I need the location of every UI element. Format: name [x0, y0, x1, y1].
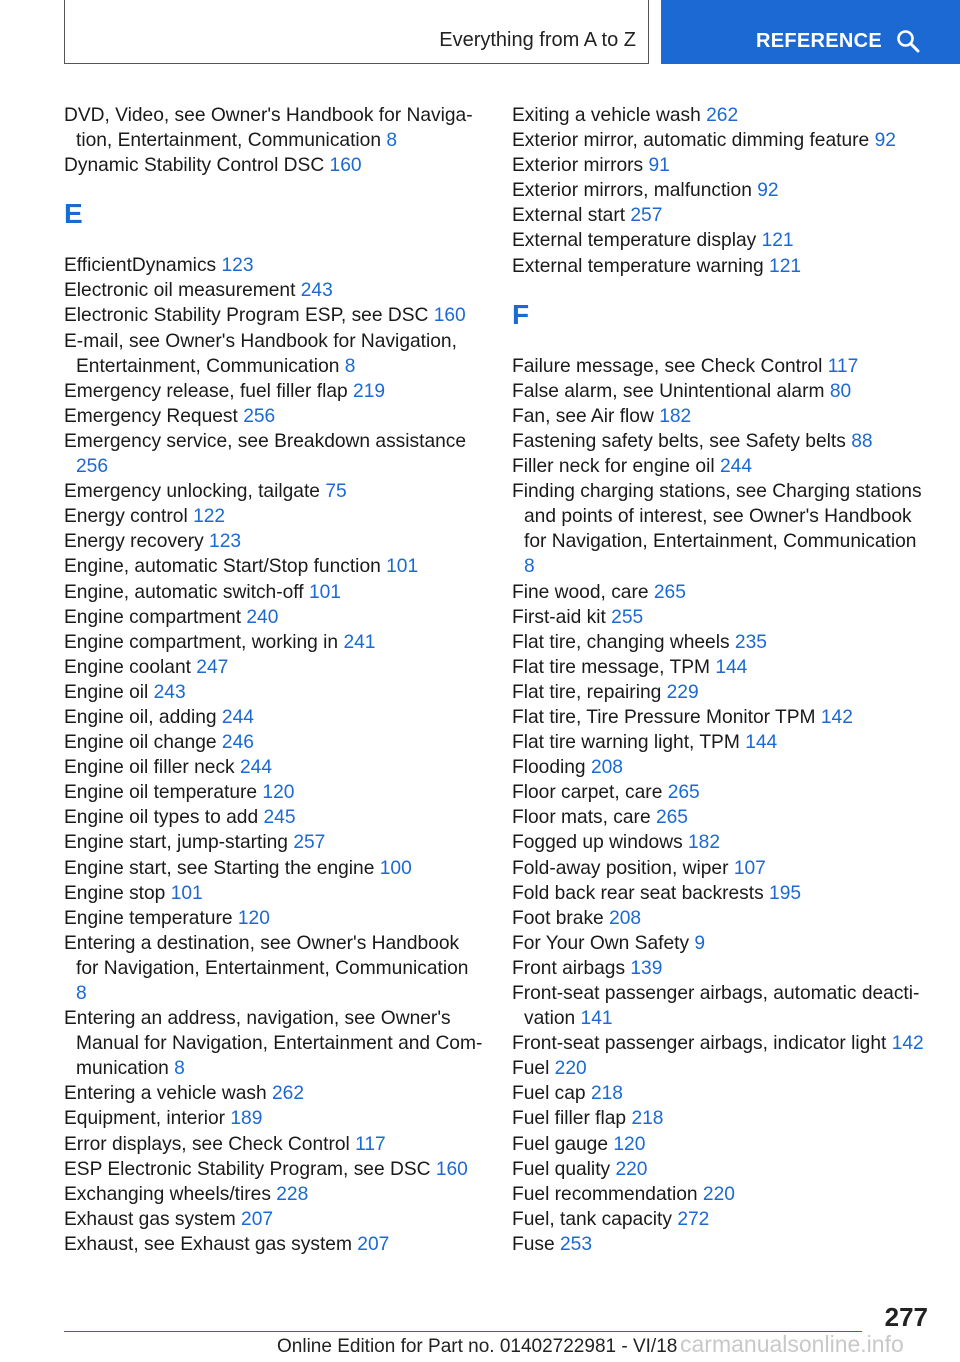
- index-entry-text: Exterior mirror, automatic dimming feature: [512, 130, 870, 152]
- index-entry-text: EfficientDynamics: [64, 255, 217, 277]
- page-reference-link[interactable]: 123: [221, 255, 254, 277]
- index-entry: [64, 1157, 484, 1182]
- index-entry-text: Engine stop: [64, 882, 166, 904]
- index-entry: [64, 379, 484, 404]
- index-entry-text: Dynamic Stability Control DSC: [64, 155, 325, 177]
- page-reference-link[interactable]: 256: [243, 405, 276, 427]
- page-reference-link[interactable]: 8: [344, 355, 356, 377]
- reference-tab-label: REFERENCE: [756, 30, 883, 52]
- index-entry-text: ESP Electronic Stability Program, see DSC: [64, 1158, 431, 1180]
- index-entry-text: Flat tire, changing wheels: [512, 631, 730, 653]
- header-section-box: [64, 0, 649, 64]
- index-entry: [512, 1182, 932, 1207]
- index-entry-text: Floor carpet, care: [512, 782, 663, 804]
- index-entry: [64, 1232, 484, 1257]
- index-entry: [512, 931, 932, 956]
- index-entry-text: Front-seat passenger airbags, indicator light: [512, 1033, 887, 1055]
- index-letter-heading: F: [512, 298, 530, 330]
- index-entry-text: Flat tire warning light, TPM: [512, 732, 740, 754]
- index-entry: [64, 931, 484, 1006]
- index-entry: [64, 1132, 484, 1157]
- page-reference-link[interactable]: 88: [851, 430, 873, 452]
- page-reference-link[interactable]: 139: [630, 957, 663, 979]
- index-entry-text: Fold-away position, wiper: [512, 857, 729, 879]
- index-entry: [512, 680, 932, 705]
- index-entry-text: Exterior mirrors: [512, 155, 644, 177]
- index-entry-text: Fogged up windows: [512, 832, 683, 854]
- index-entry: [64, 605, 484, 630]
- page-reference-link[interactable]: 220: [702, 1183, 735, 1205]
- index-entry-text: Fuel quality: [512, 1158, 611, 1180]
- index-entry: [64, 404, 484, 429]
- index-entry-text: Entering a vehicle wash: [64, 1083, 267, 1105]
- page-reference-link[interactable]: 244: [719, 456, 752, 478]
- index-entry: [64, 1182, 484, 1207]
- page-reference-link[interactable]: 208: [590, 757, 623, 779]
- index-entry: [64, 1006, 484, 1081]
- index-entry: [512, 404, 932, 429]
- index-entry-text: Fuel cap: [512, 1083, 586, 1105]
- page-reference-link[interactable]: 160: [329, 155, 362, 177]
- index-entry: [64, 504, 484, 529]
- index-entry: [64, 479, 484, 504]
- page-reference-link[interactable]: 117: [355, 1133, 386, 1155]
- index-entry-text: Exchanging wheels/tires: [64, 1183, 271, 1205]
- index-entry: [512, 755, 932, 780]
- index-entry: [512, 1157, 932, 1182]
- index-entry-text: Exhaust, see Exhaust gas system: [64, 1233, 352, 1255]
- index-entry: [512, 1232, 932, 1257]
- index-entry-text: Engine compartment, working in: [64, 631, 339, 653]
- index-entry-text: Filler neck for engine oil: [512, 456, 715, 478]
- index-entry: [512, 178, 932, 203]
- page-reference-link[interactable]: 207: [357, 1233, 390, 1255]
- index-entry-text: Exhaust gas system: [64, 1208, 236, 1230]
- index-entry: [512, 1207, 932, 1232]
- page-reference-link[interactable]: 220: [554, 1058, 587, 1080]
- index-entry-text: Engine oil, adding: [64, 706, 217, 728]
- index-entry-text: Emergency service, see Breakdown assistance: [64, 430, 467, 452]
- index-entry-text: Fuel filler flap: [512, 1108, 627, 1130]
- index-entry-text: Fuse: [512, 1233, 555, 1255]
- page-reference-link[interactable]: 262: [272, 1083, 305, 1105]
- index-entry-text: Exterior mirrors, malfunction: [512, 180, 752, 202]
- index-entry: [64, 1081, 484, 1106]
- page-reference-link[interactable]: 123: [209, 531, 242, 553]
- page-reference-link[interactable]: 122: [193, 506, 226, 528]
- index-entry: [64, 630, 484, 655]
- index-entry-text: Fuel: [512, 1058, 550, 1080]
- index-entry-text: Engine, automatic switch-off: [64, 581, 304, 603]
- page-reference-link[interactable]: 229: [666, 681, 699, 703]
- index-entry-text: Entering a destination, see Owner's Handbook for Navigation, Entertainment, Communication: [64, 932, 469, 979]
- index-column-right: [512, 103, 932, 1257]
- index-entry: [512, 103, 932, 128]
- index-entry-text: Energy recovery: [64, 531, 204, 553]
- page-reference-link[interactable]: 142: [891, 1033, 924, 1055]
- index-entry: [64, 730, 484, 755]
- reference-tab[interactable]: [661, 0, 960, 64]
- index-entry-text: Fuel gauge: [512, 1133, 609, 1155]
- index-entry-text: Emergency unlocking, tailgate: [64, 481, 320, 503]
- index-entry: [512, 354, 932, 379]
- index-entry: [512, 1106, 932, 1131]
- page-reference-link[interactable]: 262: [706, 105, 739, 126]
- page-reference-link[interactable]: 241: [343, 631, 376, 653]
- index-letter-heading: E: [64, 198, 83, 230]
- index-entry-text: Equipment, interior: [64, 1108, 226, 1130]
- page-reference-link[interactable]: 257: [630, 205, 663, 227]
- search-icon[interactable]: [896, 29, 920, 53]
- index-entry: [512, 479, 932, 579]
- index-entry-text: Engine coolant: [64, 656, 191, 678]
- index-entry: [512, 655, 932, 680]
- index-entry: [512, 705, 932, 730]
- page-reference-link[interactable]: 243: [300, 280, 333, 302]
- index-entry-text: E-mail, see Owner's Handbook for Navigation, Entertainment, Communication: [64, 330, 457, 377]
- index-entry: [64, 705, 484, 730]
- index-entry-text: Exiting a vehicle wash: [512, 105, 701, 126]
- page-reference-link[interactable]: 240: [246, 606, 279, 628]
- index-entry-text: Engine start, see Starting the engine: [64, 857, 375, 879]
- page-reference-link[interactable]: 208: [609, 907, 642, 929]
- page-reference-link[interactable]: 9: [694, 932, 706, 954]
- page-reference-link[interactable]: 246: [221, 732, 254, 754]
- index-entry-text: Fuel recommendation: [512, 1183, 698, 1205]
- page-reference-link[interactable]: 75: [325, 481, 347, 503]
- page-reference-link[interactable]: 195: [769, 882, 802, 904]
- index-entry-text: Engine temperature: [64, 907, 233, 929]
- edition-text: Online Edition for Part no. 01402722981 - VI/18: [277, 1336, 678, 1357]
- index-entry-text: Floor mats, care: [512, 807, 651, 829]
- index-entry: [512, 981, 932, 1031]
- index-entry-text: Emergency release, fuel filler flap: [64, 380, 348, 402]
- index-entry-text: External temperature display: [512, 230, 757, 252]
- page-reference-link[interactable]: 218: [631, 1108, 664, 1130]
- page-reference-link[interactable]: 272: [677, 1208, 710, 1230]
- page-reference-link[interactable]: 235: [734, 631, 767, 653]
- index-entry: [512, 379, 932, 404]
- index-entry-text: Electronic oil measurement: [64, 280, 296, 302]
- page-reference-link[interactable]: 121: [769, 255, 802, 277]
- index-entry: [64, 805, 484, 830]
- index-entry: [512, 1056, 932, 1081]
- index-entry-text: Front airbags: [512, 957, 626, 979]
- page-reference-link[interactable]: 100: [379, 857, 412, 879]
- page-reference-link[interactable]: 117: [827, 355, 859, 377]
- page-reference-link[interactable]: 120: [262, 782, 295, 804]
- index-entry-text: First-aid kit: [512, 606, 606, 628]
- index-entry-text: Foot brake: [512, 907, 604, 929]
- page-reference-link[interactable]: 142: [820, 706, 853, 728]
- page-reference-link[interactable]: 120: [613, 1133, 646, 1155]
- page-reference-link[interactable]: 207: [241, 1208, 274, 1230]
- index-entry: [64, 278, 484, 303]
- page-reference-link[interactable]: 220: [615, 1158, 648, 1180]
- page-reference-link[interactable]: 182: [688, 832, 721, 854]
- index-entry-text: Front-seat passenger airbags, automatic deactivation: [512, 983, 920, 1030]
- index-entry-text: For Your Own Safety: [512, 932, 690, 954]
- page-reference-link[interactable]: 265: [655, 807, 688, 829]
- index-entry: [512, 906, 932, 931]
- page-reference-link[interactable]: 244: [221, 706, 254, 728]
- index-entry-text: Engine oil temperature: [64, 782, 258, 804]
- page-reference-link[interactable]: 101: [170, 882, 203, 904]
- index-entry: [64, 655, 484, 680]
- section-title: Everything from A to Z: [439, 29, 636, 51]
- page-number: 277: [884, 1302, 928, 1332]
- index-entry: [512, 780, 932, 805]
- page-reference-link[interactable]: 91: [648, 155, 670, 177]
- index-entry-text: External temperature warning: [512, 255, 764, 277]
- index-entry-text: Error displays, see Check Control: [64, 1133, 350, 1155]
- index-entry: [64, 554, 484, 579]
- index-entry-text: Engine oil change: [64, 732, 217, 754]
- index-entry-text: External start: [512, 205, 626, 227]
- page-reference-link[interactable]: 182: [659, 405, 692, 427]
- page-reference-link[interactable]: 228: [276, 1183, 309, 1205]
- index-entry-text: Energy control: [64, 506, 188, 528]
- index-entry: [512, 153, 932, 178]
- index-entry: [64, 881, 484, 906]
- index-entry-text: Engine oil: [64, 681, 149, 703]
- index-entry-text: Engine start, jump-starting: [64, 832, 288, 854]
- index-entry-text: Flat tire, Tire Pressure Monitor TPM: [512, 706, 816, 728]
- page-reference-link[interactable]: 244: [240, 757, 273, 779]
- page-reference-link[interactable]: 144: [745, 732, 778, 754]
- index-entry: [64, 755, 484, 780]
- page-reference-link[interactable]: 101: [308, 581, 341, 603]
- index-entry-text: Entering an address, navigation, see Owner's Manual for Navigation, Entertainment and Communication: [64, 1008, 483, 1080]
- index-entry: [512, 630, 932, 655]
- page-reference-link[interactable]: 92: [874, 130, 896, 152]
- index-entry: [64, 103, 484, 153]
- index-entry: [512, 805, 932, 830]
- index-entry: [512, 254, 932, 279]
- index-entry: [64, 429, 484, 479]
- index-column-left: [64, 103, 484, 1257]
- index-entry-text: DVD, Video, see Owner's Handbook for Navigation, Entertainment, Communication: [64, 105, 473, 152]
- page-reference-link[interactable]: 265: [667, 782, 700, 804]
- page-reference-link[interactable]: 8: [76, 983, 87, 1004]
- page-reference-link[interactable]: 80: [829, 380, 852, 402]
- page-reference-link[interactable]: 255: [611, 606, 644, 628]
- index-entry-text: Flat tire message, TPM: [512, 656, 710, 678]
- page-reference-link[interactable]: 160: [433, 305, 466, 327]
- page-reference-link[interactable]: 160: [435, 1158, 468, 1180]
- index-entry: [512, 856, 932, 881]
- index-entry: [64, 680, 484, 705]
- index-entry: [64, 856, 484, 881]
- page-reference-link[interactable]: 107: [733, 857, 766, 879]
- index-entry: [512, 454, 932, 479]
- index-entry-text: Fan, see Air flow: [512, 405, 654, 427]
- index-entry: [64, 1207, 484, 1232]
- index-entry: [64, 253, 484, 278]
- index-entry-text: Finding charging stations, see Charging stations and points of interest, see Owner's Handbook for Navigation, Entertainment, Communication: [512, 481, 922, 553]
- index-entry-text: Emergency Request: [64, 405, 238, 427]
- page-reference-link[interactable]: 256: [76, 456, 109, 478]
- page-reference-link[interactable]: 8: [524, 556, 535, 578]
- page-reference-link[interactable]: 8: [386, 130, 398, 152]
- index-entry: [512, 1031, 932, 1056]
- page-reference-link[interactable]: 8: [174, 1058, 185, 1080]
- page-reference-link[interactable]: 92: [757, 180, 779, 202]
- index-entry: [64, 1106, 484, 1131]
- index-entry: [512, 605, 932, 630]
- index-entry-text: Electronic Stability Program ESP, see DSC: [64, 305, 429, 327]
- index-entry-text: Engine oil filler neck: [64, 757, 235, 779]
- index-entry: [64, 906, 484, 931]
- index-entry: [512, 128, 932, 153]
- index-entry-text: Fold back rear seat backrests: [512, 882, 764, 904]
- page-reference-link[interactable]: 219: [353, 380, 386, 402]
- page-reference-link[interactable]: 265: [653, 581, 686, 603]
- index-entry-text: Flat tire, repairing: [512, 681, 662, 703]
- index-entry: [512, 1132, 932, 1157]
- page-reference-link[interactable]: 101: [386, 556, 419, 578]
- index-entry: [64, 780, 484, 805]
- index-entry: [512, 956, 932, 981]
- index-entry: [512, 730, 932, 755]
- index-entry: [64, 830, 484, 855]
- index-entry-text: Fine wood, care: [512, 581, 649, 603]
- index-entry-text: Engine, automatic Start/Stop function: [64, 556, 381, 578]
- page-reference-link[interactable]: 144: [715, 656, 748, 678]
- index-entry: [512, 1081, 932, 1106]
- index-entry-text: False alarm, see Unintentional alarm: [512, 380, 825, 402]
- index-entry: [512, 580, 932, 605]
- page-reference-link[interactable]: 253: [560, 1233, 593, 1255]
- page-reference-link[interactable]: 245: [263, 807, 296, 829]
- index-entry-text: Engine compartment: [64, 606, 242, 628]
- watermark-logo: carmanualsonline.info: [680, 1331, 904, 1357]
- index-entry: [512, 881, 932, 906]
- index-entry: [64, 303, 484, 328]
- index-entry-text: Fuel, tank capacity: [512, 1208, 672, 1230]
- page-reference-link[interactable]: 189: [230, 1108, 263, 1130]
- page-reference-link[interactable]: 247: [196, 656, 229, 678]
- page-reference-link[interactable]: 218: [590, 1083, 623, 1105]
- index-entry: [512, 228, 932, 253]
- index-entry-text: Failure message, see Check Control: [512, 355, 823, 377]
- index-entry: [64, 153, 484, 178]
- page-reference-link[interactable]: 120: [237, 907, 270, 929]
- index-entry: [64, 580, 484, 605]
- page-reference-link[interactable]: 243: [153, 681, 186, 703]
- page-reference-link[interactable]: 257: [293, 832, 326, 854]
- index-entry: [64, 529, 484, 554]
- index-entry: [512, 429, 932, 454]
- index-entry: [512, 203, 932, 228]
- index-entry: [512, 830, 932, 855]
- index-entry-text: Fastening safety belts, see Safety belts: [512, 430, 846, 452]
- page-reference-link[interactable]: 141: [580, 1008, 613, 1030]
- index-entry-text: Flooding: [512, 757, 586, 779]
- page-reference-link[interactable]: 121: [761, 230, 794, 252]
- index-entry: [64, 329, 484, 379]
- index-entry-text: Engine oil types to add: [64, 807, 259, 829]
